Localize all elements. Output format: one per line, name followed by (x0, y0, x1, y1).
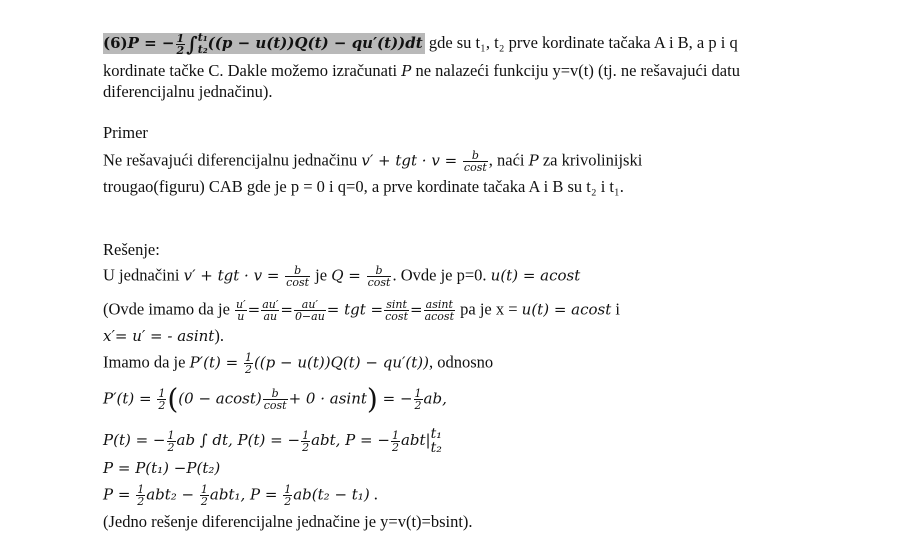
math: v′ + tgt · v = (183, 266, 285, 285)
frac-num: 1 (167, 428, 175, 442)
frac-num: 1 (391, 428, 399, 442)
math: x′= u′ = - asint (103, 327, 215, 345)
text: , odnosno (428, 352, 494, 372)
math: P = (103, 485, 136, 504)
math: abt, P = − (311, 430, 390, 449)
frac-num: 1 (284, 483, 292, 496)
math: + 0 · asint (288, 389, 367, 408)
fraction (301, 430, 310, 453)
fraction (263, 388, 288, 411)
solution-line8 (103, 484, 378, 507)
frac-den: 2 (176, 43, 185, 57)
big-paren: ( (167, 382, 179, 416)
integral-sign: ∫ (186, 32, 198, 56)
text-after-equation: gde su t₁, t₂ prve kordinate tačaka A i B, a p i q (424, 33, 738, 52)
big-paren: ) (366, 382, 378, 416)
frac-num: 1 (176, 31, 185, 45)
text: ). (214, 326, 224, 345)
text: ne nalazeći funkciju y=v(t) (tj. ne rešavajući datu (411, 61, 740, 80)
fraction-half (176, 33, 186, 56)
frac-num: au′ (262, 298, 279, 311)
frac-num: b (263, 388, 288, 400)
lower-limit: t₂ (430, 440, 442, 456)
text: , naći (488, 150, 529, 170)
fraction (157, 388, 166, 411)
math: u(t) = acost (490, 266, 581, 285)
solution-line5 (103, 382, 447, 416)
frac-den: 2 (167, 440, 175, 454)
text: pa je x = (456, 299, 522, 319)
math: abt| (400, 430, 431, 449)
math: ((p − u(t))Q(t) − qu′(t)) (253, 353, 429, 372)
fraction (200, 484, 209, 507)
text: . Ovde je p=0. (392, 265, 491, 285)
example-heading (103, 123, 148, 143)
fraction (384, 299, 409, 322)
math: P(t) = − (103, 430, 166, 449)
frac-num: 1 (244, 351, 252, 364)
frac-den: 2 (284, 495, 292, 508)
math: = (280, 300, 293, 319)
frac-den: acost (424, 310, 454, 323)
fraction (285, 265, 310, 288)
text: je (311, 265, 332, 285)
text: Ne rešavajući diferencijalnu jednačinu (103, 150, 362, 170)
paragraph1-line3 (103, 82, 273, 102)
text: (Ovde imamo da je (103, 299, 235, 319)
math: P′(t) = (103, 389, 157, 408)
frac-den: 2 (414, 399, 422, 412)
text: (Jedno rešenje diferencijalne jednačine je y=v(t)=bsint). (103, 512, 473, 531)
math: abt₂ − (146, 485, 199, 504)
frac-num: 1 (302, 428, 310, 442)
text: U jednačini (103, 265, 184, 285)
text: i (611, 299, 620, 319)
math-P: P (528, 151, 539, 170)
frac-num: b (463, 150, 488, 162)
fraction (283, 484, 292, 507)
math-ode: v′ + tgt · v = (361, 151, 462, 170)
math: abt₁, P = (209, 485, 283, 504)
solution-line2 (103, 299, 620, 322)
frac-num: asint (424, 299, 455, 311)
frac-num: 1 (137, 483, 145, 496)
integral-limits (198, 32, 208, 56)
fraction (367, 265, 392, 288)
frac-den: 2 (391, 440, 399, 454)
evaluation-limits (431, 427, 442, 455)
fraction (244, 352, 253, 375)
frac-den: 0−au (294, 310, 325, 323)
upper-limit: t₁ (197, 31, 208, 44)
fraction (261, 299, 279, 322)
frac-num: b (285, 265, 310, 277)
frac-den: 2 (302, 440, 310, 454)
fraction (136, 484, 145, 507)
frac-num: 1 (158, 387, 166, 400)
math: P = P(t₁) −P(t₂) (103, 459, 221, 477)
heading-text: Primer (103, 123, 148, 142)
math: u(t) = acost (521, 300, 612, 319)
solution-line1 (103, 265, 580, 288)
fraction (414, 388, 423, 411)
example-line2 (103, 177, 624, 197)
math: = tgt = (326, 300, 384, 319)
math: ab, (423, 389, 447, 408)
frac-den: cost (385, 310, 408, 323)
math: (0 − acost) (178, 389, 262, 408)
math: = (247, 300, 261, 319)
frac-den: cost (367, 276, 391, 289)
text: Imamo da je (103, 352, 190, 372)
math: ab ∫ dt, P(t) = − (176, 430, 301, 449)
solution-line4 (103, 352, 493, 375)
equation-6-line (103, 32, 738, 56)
frac-den: 2 (200, 495, 208, 508)
fraction (424, 299, 455, 322)
frac-num: au′ (294, 299, 326, 311)
frac-den: cost (286, 276, 310, 289)
frac-den: cost (263, 399, 287, 412)
integrand: ((p − u(t))Q(t) − qu′(t))dt (207, 34, 423, 52)
frac-num: 1 (200, 483, 208, 496)
paragraph1-line2 (103, 61, 740, 81)
solution-heading (103, 240, 160, 260)
fraction (235, 299, 247, 322)
lower-limit: t₂ (197, 43, 208, 56)
math: Q = (331, 266, 366, 285)
math-P: P (401, 62, 412, 80)
frac-num: u′ (236, 298, 246, 311)
frac-den: au (263, 310, 278, 323)
solution-line6 (103, 427, 442, 455)
equation-6-highlight (103, 31, 425, 57)
equation-lhs: P = − (127, 34, 175, 52)
frac-den: 2 (158, 399, 166, 412)
text: . (369, 484, 378, 504)
fraction (391, 430, 400, 453)
frac-den: u (237, 310, 245, 323)
fraction (167, 430, 176, 453)
heading-text: Rešenje: (103, 240, 160, 259)
fraction (294, 299, 326, 322)
fraction-b-cost (463, 150, 488, 173)
text: za krivolinijski (538, 150, 643, 170)
solution-line3 (103, 326, 224, 346)
frac-num: b (367, 265, 392, 277)
text: trougao(figuru) CAB gde je p = 0 i q=0, a prve kordinate tačaka A i B su t₂ i t₁. (103, 177, 624, 196)
frac-den: cost (463, 161, 487, 174)
text: kordinate tačke C. Dakle možemo izračunati (103, 61, 402, 80)
frac-den: 2 (244, 363, 252, 376)
frac-num: sint (384, 299, 409, 311)
solution-line7 (103, 458, 220, 478)
equation-number: (6) (103, 34, 128, 52)
math: ab(t₂ − t₁) (293, 485, 370, 504)
math: = − (377, 389, 413, 408)
frac-num: 1 (414, 387, 422, 400)
upper-limit: t₁ (430, 426, 442, 442)
math: = (410, 300, 423, 319)
solution-line9 (103, 512, 473, 532)
example-line1 (103, 150, 642, 173)
text: diferencijalnu jednačinu). (103, 82, 273, 101)
math: P′(t) = (189, 353, 243, 372)
frac-den: 2 (137, 495, 145, 508)
